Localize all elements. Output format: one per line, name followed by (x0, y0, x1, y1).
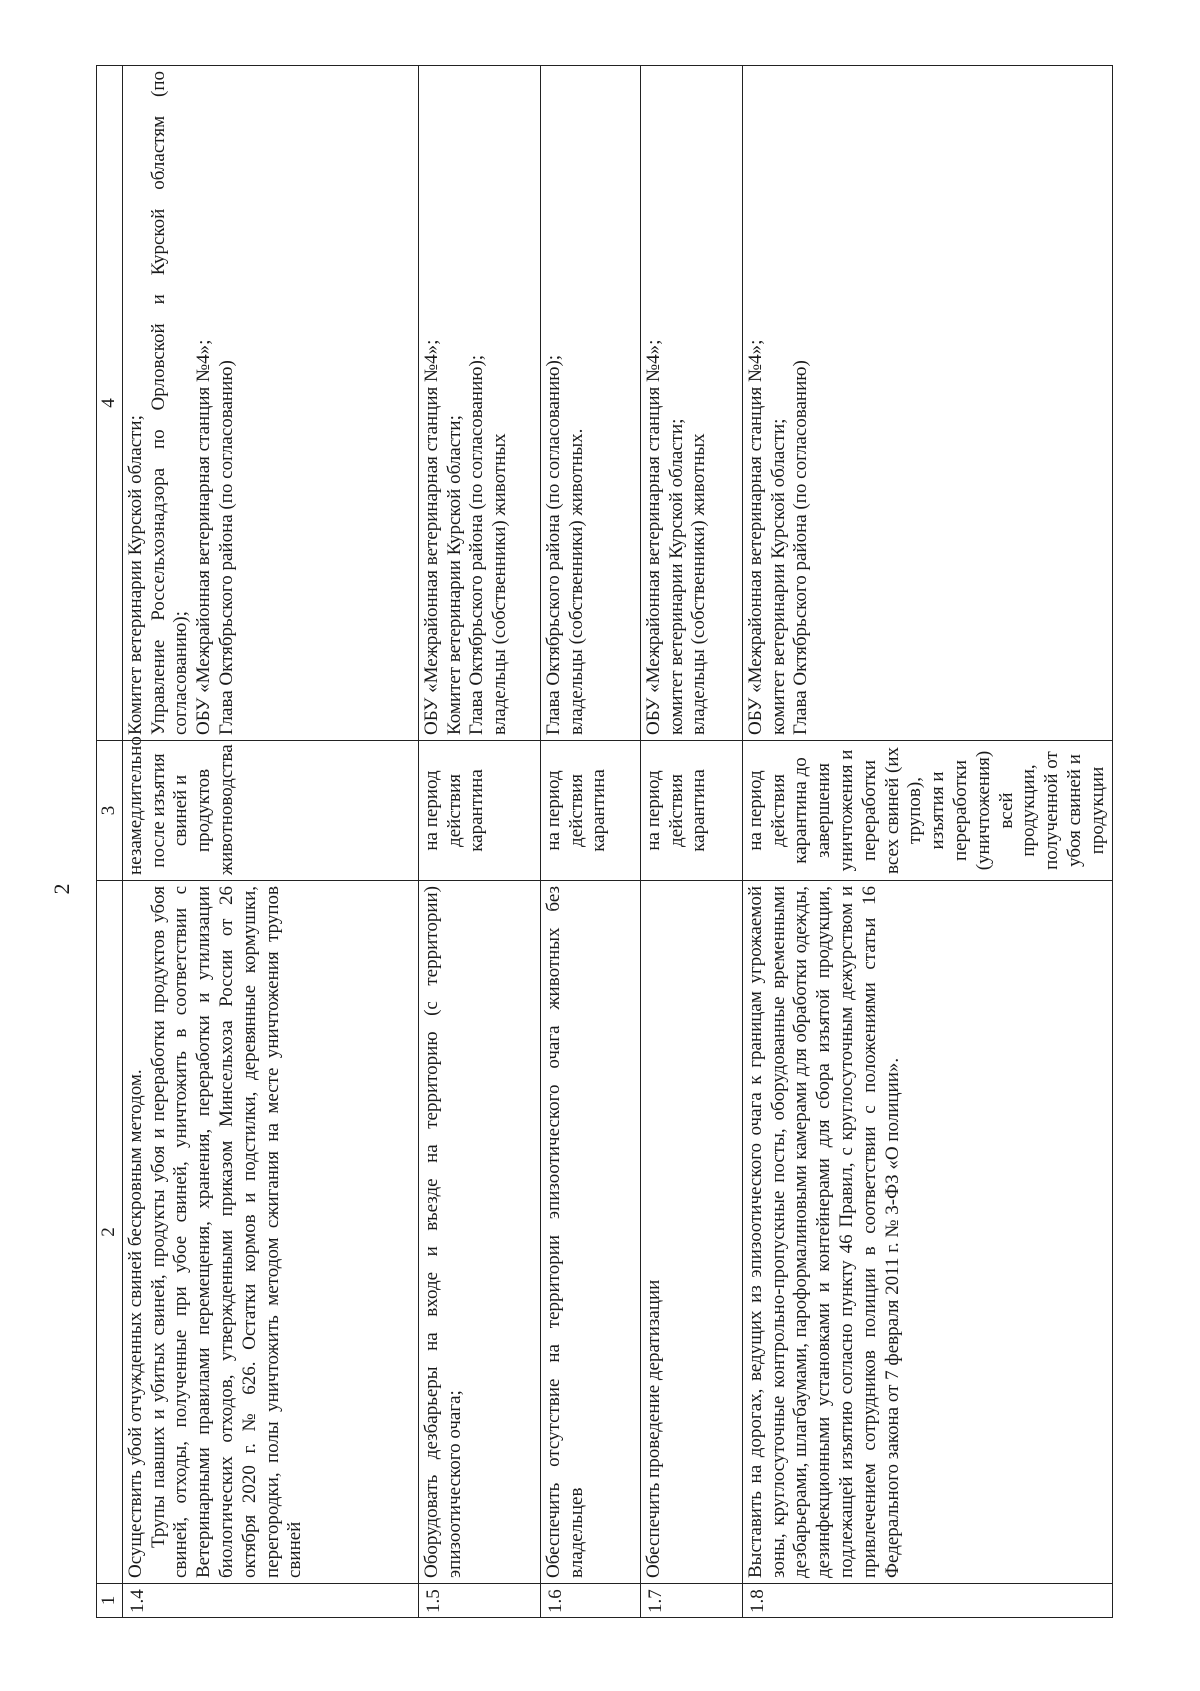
responsible-line: комитет ветеринарии Курской области; (665, 418, 687, 735)
table-row (742, 66, 1112, 1618)
row-measure (418, 881, 540, 1584)
measure-paragraph: Обеспечить проведение дератизации (642, 1279, 664, 1578)
responsible-line: владельцы (собственники) животных (489, 433, 511, 735)
measure-paragraph: Обеспечить отсутствие на территории эпизоотического очага животных без владельцев (542, 886, 587, 1578)
row-number: 1.6 (540, 1584, 640, 1618)
responsible-line: комитет ветеринарии Курской области; (767, 418, 789, 735)
row-term: незамедлительно после изъятия свиней и продуктов животноводства (122, 741, 418, 881)
responsible-line: ОБУ «Межрайонная ветеринарная станция №4»; (420, 339, 442, 735)
row-number: 1.5 (418, 1584, 540, 1618)
table-row (418, 66, 540, 1618)
table-row (540, 66, 640, 1618)
row-number: 1.7 (640, 1584, 742, 1618)
row-term: на период действия карантина (640, 741, 742, 881)
header-col-2: 2 (97, 881, 123, 1584)
responsible-line: Управление Россельхознадзора по Орловской и Курской областям (по согласованию); (147, 71, 192, 735)
row-measure (640, 881, 742, 1584)
row-responsible (742, 66, 1112, 741)
row-responsible (122, 66, 418, 741)
responsible-line: ОБУ «Межрайонная ветеринарная станция №4»; (193, 339, 215, 735)
measure-paragraph: Выставить на дорогах, ведущих из эпизоотического очага к границам угрожаемой зоны, круглосуточные контрольно-пропускные посты, оборудованные временными дезбарьерами, шлагбаумами, пароформалиновыми камерами для обработки одежды, дезинфекционными установками и контейнерами для сбора изъятой продукции, подлежащей изъятию согласно пункту 46 Правил, с круглосуточным дежурством и привлечением сотрудников полиции в соответствии с положениями статьи 16 Федерального закона от 7 февраля 2011 г. № 3-ФЗ «О полиции». (744, 886, 903, 1578)
row-number: 1.4 (122, 1584, 418, 1618)
row-measure (540, 881, 640, 1584)
row-term: на период действия карантина до завершения уничтожения и переработки всех свиней (их трупов), изъятия и переработки (уничтожения) всей продукции, полученной от убоя свиней и продукции (742, 741, 1112, 881)
table-row (640, 66, 742, 1618)
row-responsible (640, 66, 742, 741)
responsible-line: Глава Октябрьского района (по согласованию); (542, 354, 564, 735)
table-row (122, 66, 418, 1618)
table-header-row (97, 66, 123, 1618)
rotated-table-wrapper (96, 66, 1111, 1618)
responsible-line: ОБУ «Межрайонная ветеринарная станция №4»; (744, 339, 766, 735)
responsible-line: Комитет ветеринарии Курской области; (443, 415, 465, 735)
header-col-4: 4 (97, 66, 123, 741)
responsible-line: Комитет ветеринарии Курской области; (124, 415, 146, 735)
page-number: 2 (49, 883, 74, 895)
header-col-1: 1 (97, 1584, 123, 1618)
row-responsible (418, 66, 540, 741)
row-term: на период действия карантина (540, 741, 640, 881)
row-number: 1.8 (742, 1584, 1112, 1618)
responsible-line: Глава Октябрьского района (по согласованию) (790, 360, 812, 735)
row-term: на период действия карантина (418, 741, 540, 881)
responsible-line: владельцы (собственники) животных (688, 433, 710, 735)
header-col-3: 3 (97, 741, 123, 881)
row-responsible (540, 66, 640, 741)
measure-paragraph: Осуществить убой отчужденных свиней бескровным методом. (124, 1069, 146, 1578)
responsible-line: владельцы (собственники) животных. (565, 428, 587, 735)
measure-paragraph: Оборудовать дезбарьеры на входе и въезде на территорию (с территории) эпизоотического очага; (420, 886, 465, 1578)
responsible-line: ОБУ «Межрайонная ветеринарная станция №4»; (642, 339, 664, 735)
measures-table (96, 65, 1113, 1618)
row-measure (742, 881, 1112, 1584)
responsible-line: Глава Октябрьского района (по согласованию); (466, 354, 488, 735)
responsible-line: Глава Октябрьского района (по согласованию) (215, 360, 237, 735)
row-measure (122, 881, 418, 1584)
measure-paragraph: Трупы павших и убитых свиней, продукты убоя и переработки продуктов убоя свиней, отходы, полученные при убое свиней, уничтожить в соответствии с Ветеринарными правилами перемещения, хранения, переработки и утилизации биологических отходов, утвержденными приказом Минсельхоза России от 26 октября 2020 г. № 626. Остатки кормов и подстилки, деревянные кормушки, перегородки, полы уничтожить методом сжигания на месте уничтожения трупов свиней (147, 886, 306, 1578)
